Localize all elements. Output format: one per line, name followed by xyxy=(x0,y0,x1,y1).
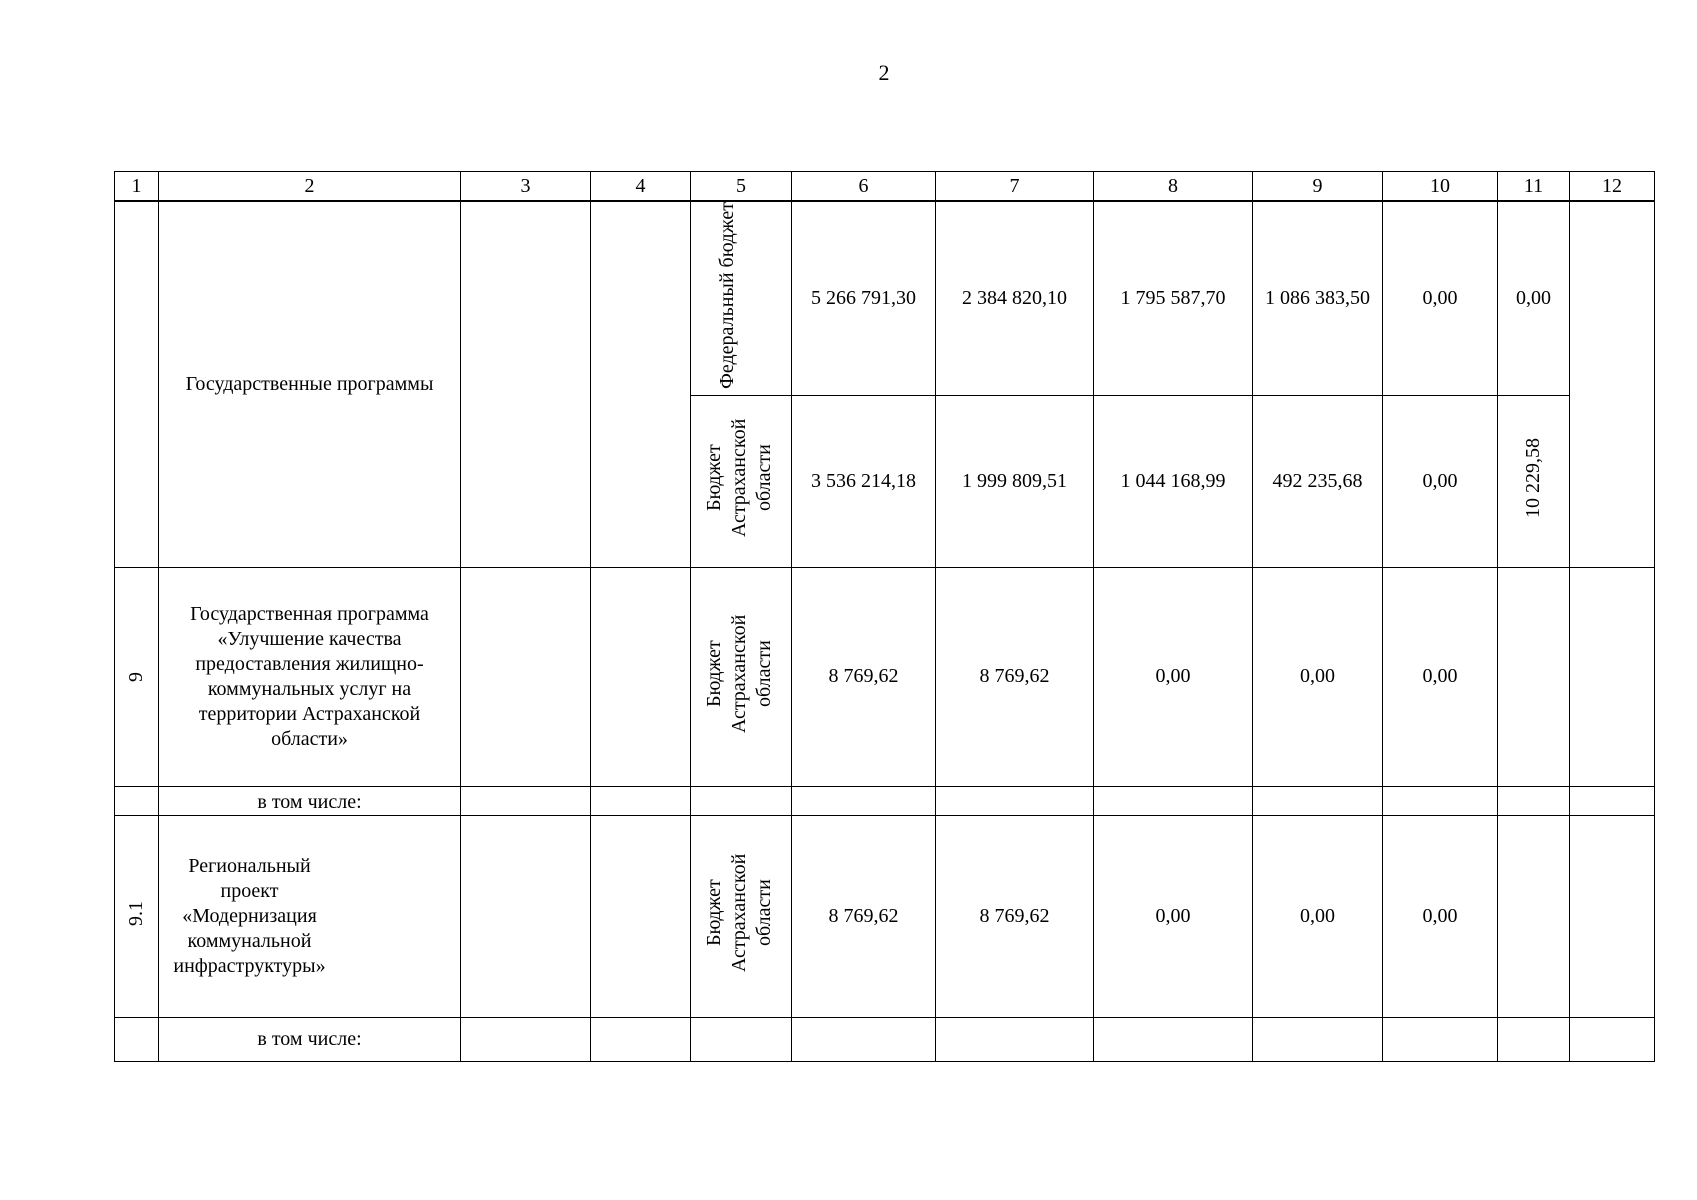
empty-cell xyxy=(936,1017,1094,1061)
row-number-cell xyxy=(115,567,159,786)
row-number: 9.1 xyxy=(125,900,147,926)
value-cell: 0,00 xyxy=(1253,815,1383,1017)
row-number xyxy=(115,786,159,815)
funding-source: Бюджет Астраханской области xyxy=(703,614,775,734)
row-name: Региональный проект «Модернизация коммунальной инфраструктуры» xyxy=(159,815,461,1017)
empty-cell xyxy=(1253,786,1383,815)
value-cell xyxy=(1498,395,1570,567)
empty-cell xyxy=(461,1017,591,1061)
empty-cell xyxy=(1094,1017,1253,1061)
empty-cell xyxy=(792,786,936,815)
empty-cell xyxy=(1570,201,1655,567)
value-cell: 0,00 xyxy=(1383,567,1498,786)
value-cell: 3 536 214,18 xyxy=(792,395,936,567)
source-cell xyxy=(691,567,792,786)
row-name: в том числе: xyxy=(159,786,461,815)
empty-cell xyxy=(591,201,691,567)
empty-cell xyxy=(461,567,591,786)
row-name: в том числе: xyxy=(159,1017,461,1061)
value-cell xyxy=(1498,815,1570,1017)
column-header: 2 xyxy=(159,172,461,202)
column-header: 1 xyxy=(115,172,159,202)
value-cell: 8 769,62 xyxy=(936,567,1094,786)
table-row xyxy=(115,815,1655,1017)
empty-cell xyxy=(1094,786,1253,815)
value-cell: 1 044 168,99 xyxy=(1094,395,1253,567)
empty-cell xyxy=(461,201,591,567)
value-cell: 8 769,62 xyxy=(792,815,936,1017)
table-row xyxy=(115,1017,1655,1061)
value-cell: 1 999 809,51 xyxy=(936,395,1094,567)
row-number xyxy=(115,201,159,567)
value-cell: 8 769,62 xyxy=(792,567,936,786)
table-row xyxy=(115,201,1655,395)
empty-cell xyxy=(1570,815,1655,1017)
empty-cell xyxy=(591,815,691,1017)
header-row xyxy=(115,172,1655,202)
empty-cell xyxy=(1383,1017,1498,1061)
value-cell: 492 235,68 xyxy=(1253,395,1383,567)
source-cell xyxy=(691,395,792,567)
budget-table xyxy=(114,171,1655,1062)
column-header: 10 xyxy=(1383,172,1498,202)
empty-cell xyxy=(591,786,691,815)
table-row xyxy=(115,567,1655,786)
column-header: 6 xyxy=(792,172,936,202)
funding-source: Федеральный бюджет xyxy=(716,202,738,389)
column-header: 3 xyxy=(461,172,591,202)
empty-cell xyxy=(1253,1017,1383,1061)
column-header: 4 xyxy=(591,172,691,202)
empty-cell xyxy=(1383,786,1498,815)
value-cell: 1 795 587,70 xyxy=(1094,201,1253,395)
column-header: 11 xyxy=(1498,172,1570,202)
page-number: 2 xyxy=(878,60,890,85)
value-cell: 1 086 383,50 xyxy=(1253,201,1383,395)
value-cell: 0,00 xyxy=(1094,815,1253,1017)
empty-cell xyxy=(461,815,591,1017)
row-number: 9 xyxy=(125,672,147,683)
value-cell: 5 266 791,30 xyxy=(792,201,936,395)
funding-source: Бюджет Астраханской области xyxy=(703,419,775,538)
empty-cell xyxy=(792,1017,936,1061)
source-cell xyxy=(691,201,792,395)
row-number-cell xyxy=(115,815,159,1017)
value-cell: 8 769,62 xyxy=(936,815,1094,1017)
empty-cell xyxy=(936,786,1094,815)
empty-cell xyxy=(591,1017,691,1061)
empty-cell xyxy=(691,1017,792,1061)
row-name: Государственная программа «Улучшение качества предоставления жилищно-коммунальных услуг на территории Астраханской области» xyxy=(159,567,461,786)
value-cell xyxy=(1498,567,1570,786)
column-header: 9 xyxy=(1253,172,1383,202)
empty-cell xyxy=(1570,567,1655,786)
empty-cell xyxy=(461,786,591,815)
value-cell: 0,00 xyxy=(1383,395,1498,567)
value-cell: 0,00 xyxy=(1498,201,1570,395)
column-header: 12 xyxy=(1570,172,1655,202)
empty-cell xyxy=(1498,786,1570,815)
column-header: 5 xyxy=(691,172,792,202)
empty-cell xyxy=(1498,1017,1570,1061)
row-name: Государственные программы xyxy=(159,201,461,567)
empty-cell xyxy=(591,567,691,786)
funding-source: Бюджет Астраханской области xyxy=(703,854,775,973)
empty-cell xyxy=(1570,786,1655,815)
empty-cell xyxy=(691,786,792,815)
row-number xyxy=(115,1017,159,1061)
table-row xyxy=(115,786,1655,815)
value-cell: 0,00 xyxy=(1383,201,1498,395)
value-cell: 0,00 xyxy=(1094,567,1253,786)
value-cell: 0,00 xyxy=(1253,567,1383,786)
empty-cell xyxy=(1570,1017,1655,1061)
rotated-value: 10 229,58 xyxy=(1522,438,1544,519)
source-cell xyxy=(691,815,792,1017)
value-cell: 2 384 820,10 xyxy=(936,201,1094,395)
value-cell: 0,00 xyxy=(1383,815,1498,1017)
column-header: 8 xyxy=(1094,172,1253,202)
column-header: 7 xyxy=(936,172,1094,202)
